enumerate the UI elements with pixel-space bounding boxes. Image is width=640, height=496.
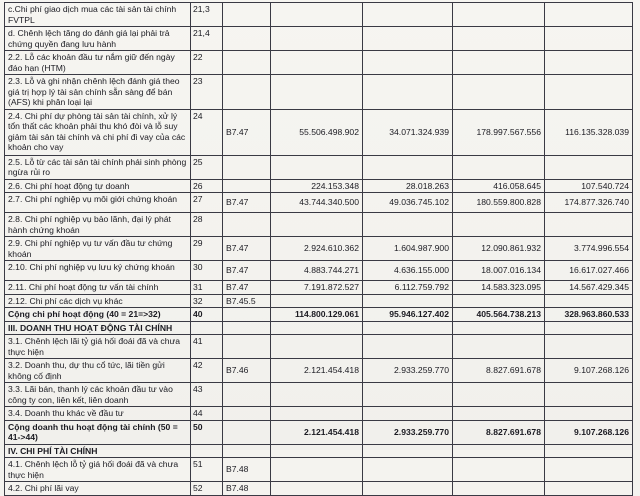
- table-row: [5, 261, 633, 281]
- value-cell-3: 405.564.738.213: [453, 308, 545, 322]
- value-cell-4: [545, 482, 633, 496]
- value-cell-2: [363, 294, 453, 308]
- value-cell-1: 2.121.454.418: [271, 420, 363, 444]
- value-cell-3: 416.058.645: [453, 179, 545, 193]
- value-cell-1: [271, 335, 363, 359]
- code-cell: 30: [191, 261, 223, 281]
- value-cell-1: [271, 458, 363, 482]
- value-cell-1: 2.924.610.362: [271, 237, 363, 261]
- note-cell: [223, 51, 271, 75]
- item-cell: 2.8. Chi phí nghiệp vụ bảo lãnh, đại lý phát hành chứng khoán: [5, 213, 191, 237]
- value-cell-3: [453, 482, 545, 496]
- table-row: [5, 155, 633, 179]
- table-row: [5, 193, 633, 213]
- table-row: [5, 359, 633, 383]
- note-cell: B7.47: [223, 109, 271, 155]
- note-cell: B7.47: [223, 193, 271, 213]
- value-cell-4: [545, 3, 633, 27]
- item-cell: III. DOANH THU HOẠT ĐỘNG TÀI CHÍNH: [5, 321, 191, 335]
- note-cell: [223, 444, 271, 458]
- value-cell-1: [271, 213, 363, 237]
- value-cell-4: 174.877.326.740: [545, 193, 633, 213]
- value-cell-3: [453, 294, 545, 308]
- value-cell-2: 2.933.259.770: [363, 420, 453, 444]
- value-cell-4: [545, 213, 633, 237]
- code-cell: 21,3: [191, 3, 223, 27]
- value-cell-4: [545, 75, 633, 110]
- value-cell-3: [453, 213, 545, 237]
- table-row: [5, 281, 633, 295]
- value-cell-2: 1.604.987.900: [363, 237, 453, 261]
- note-cell: B7.48: [223, 458, 271, 482]
- value-cell-3: [453, 3, 545, 27]
- code-cell: 40: [191, 308, 223, 322]
- item-cell: 3.2. Doanh thu, dự thu cổ tức, lãi tiền gửi không cố định: [5, 359, 191, 383]
- table-row: [5, 3, 633, 27]
- value-cell-2: 34.071.324.939: [363, 109, 453, 155]
- table-row: [5, 237, 633, 261]
- note-cell: [223, 420, 271, 444]
- code-cell: 23: [191, 75, 223, 110]
- value-cell-4: 9.107.268.126: [545, 420, 633, 444]
- value-cell-4: [545, 458, 633, 482]
- table-row: [5, 27, 633, 51]
- table-row: [5, 179, 633, 193]
- value-cell-1: [271, 383, 363, 407]
- value-cell-2: [363, 321, 453, 335]
- value-cell-2: [363, 482, 453, 496]
- note-cell: [223, 179, 271, 193]
- value-cell-2: [363, 51, 453, 75]
- value-cell-2: [363, 458, 453, 482]
- note-cell: [223, 383, 271, 407]
- value-cell-1: 55.506.498.902: [271, 109, 363, 155]
- value-cell-4: [545, 383, 633, 407]
- value-cell-2: [363, 27, 453, 51]
- value-cell-4: 16.617.027.466: [545, 261, 633, 281]
- value-cell-1: [271, 321, 363, 335]
- item-cell: c.Chi phí giao dịch mua các tài sản tài chính FVTPL: [5, 3, 191, 27]
- value-cell-2: [363, 213, 453, 237]
- note-cell: B7.47: [223, 237, 271, 261]
- table-row: [5, 308, 633, 322]
- value-cell-1: 4.883.744.271: [271, 261, 363, 281]
- table-row: [5, 321, 633, 335]
- value-cell-1: [271, 27, 363, 51]
- code-cell: 21,4: [191, 27, 223, 51]
- note-cell: B7.47: [223, 261, 271, 281]
- item-cell: 3.3. Lãi bán, thanh lý các khoản đầu tư vào công ty con, liên kết, liên doanh: [5, 383, 191, 407]
- item-cell: 2.11. Chi phí hoạt động tư vấn tài chính: [5, 281, 191, 295]
- financial-statement-table: [4, 2, 633, 496]
- value-cell-2: [363, 155, 453, 179]
- table-row: [5, 213, 633, 237]
- value-cell-3: [453, 51, 545, 75]
- value-cell-3: [453, 444, 545, 458]
- value-cell-3: [453, 75, 545, 110]
- note-cell: [223, 321, 271, 335]
- code-cell: 25: [191, 155, 223, 179]
- item-cell: IV. CHI PHÍ TÀI CHÍNH: [5, 444, 191, 458]
- value-cell-2: 2.933.259.770: [363, 359, 453, 383]
- value-cell-2: 4.636.155.000: [363, 261, 453, 281]
- code-cell: 43: [191, 383, 223, 407]
- value-cell-3: [453, 27, 545, 51]
- table-row: [5, 51, 633, 75]
- value-cell-3: 8.827.691.678: [453, 359, 545, 383]
- item-cell: 2.9. Chi phí nghiệp vụ tư vấn đầu tư chứng khoán: [5, 237, 191, 261]
- code-cell: 50: [191, 420, 223, 444]
- value-cell-4: [545, 335, 633, 359]
- table-row: [5, 482, 633, 496]
- item-cell: 2.4. Chi phí dự phòng tài sản tài chính, xử lý tổn thất các khoản phải thu khó đòi và lỗ suy giảm tài sản tài chính và chi phí đi vay của các khoản cho vay: [5, 109, 191, 155]
- table-row: [5, 444, 633, 458]
- table-row: [5, 335, 633, 359]
- item-cell: 4.2. Chi phí lãi vay: [5, 482, 191, 496]
- table-row: [5, 458, 633, 482]
- code-cell: 29: [191, 237, 223, 261]
- note-cell: B7.45.5: [223, 294, 271, 308]
- item-cell: 2.5. Lỗ từ các tài sản tài chính phái sinh phòng ngừa rủi ro: [5, 155, 191, 179]
- value-cell-2: 6.112.759.792: [363, 281, 453, 295]
- value-cell-1: 2.121.454.418: [271, 359, 363, 383]
- note-cell: B7.48: [223, 482, 271, 496]
- code-cell: 42: [191, 359, 223, 383]
- value-cell-3: 14.583.323.095: [453, 281, 545, 295]
- item-cell: 2.3. Lỗ và ghi nhận chênh lệch đánh giá theo giá trị hợp lý tài sản chính sẵn sàng để bán (AFS) khi phân loại lại: [5, 75, 191, 110]
- value-cell-4: 3.774.996.554: [545, 237, 633, 261]
- code-cell: 41: [191, 335, 223, 359]
- value-cell-1: [271, 75, 363, 110]
- value-cell-2: [363, 3, 453, 27]
- value-cell-2: [363, 383, 453, 407]
- item-cell: 2.10. Chi phí nghiệp vụ lưu ký chứng khoán: [5, 261, 191, 281]
- note-cell: [223, 213, 271, 237]
- value-cell-4: 328.963.860.533: [545, 308, 633, 322]
- value-cell-2: [363, 407, 453, 421]
- code-cell: [191, 321, 223, 335]
- note-cell: B7.47: [223, 281, 271, 295]
- value-cell-4: [545, 321, 633, 335]
- table-row: [5, 75, 633, 110]
- item-cell: 4.1. Chênh lệch lỗ tỷ giá hối đoái đã và chưa thực hiện: [5, 458, 191, 482]
- code-cell: 24: [191, 109, 223, 155]
- note-cell: [223, 407, 271, 421]
- item-cell: Cộng chi phí hoạt động (40 = 21=>32): [5, 308, 191, 322]
- code-cell: 52: [191, 482, 223, 496]
- item-cell: 3.4. Doanh thu khác về đầu tư: [5, 407, 191, 421]
- note-cell: [223, 308, 271, 322]
- table-row: [5, 109, 633, 155]
- table-row: [5, 294, 633, 308]
- value-cell-2: 28.018.263: [363, 179, 453, 193]
- note-cell: [223, 3, 271, 27]
- table-body: [5, 3, 633, 496]
- value-cell-3: 8.827.691.678: [453, 420, 545, 444]
- value-cell-3: 18.007.016.134: [453, 261, 545, 281]
- note-cell: [223, 27, 271, 51]
- item-cell: 2.12. Chi phí các dịch vụ khác: [5, 294, 191, 308]
- value-cell-3: 12.090.861.932: [453, 237, 545, 261]
- code-cell: 44: [191, 407, 223, 421]
- table-row: [5, 383, 633, 407]
- item-cell: 2.7. Chi phí nghiệp vụ môi giới chứng khoán: [5, 193, 191, 213]
- value-cell-1: [271, 3, 363, 27]
- code-cell: 32: [191, 294, 223, 308]
- value-cell-4: 9.107.268.126: [545, 359, 633, 383]
- value-cell-4: [545, 155, 633, 179]
- code-cell: 22: [191, 51, 223, 75]
- value-cell-4: [545, 51, 633, 75]
- note-cell: [223, 335, 271, 359]
- value-cell-3: [453, 458, 545, 482]
- value-cell-4: [545, 27, 633, 51]
- value-cell-4: 107.540.724: [545, 179, 633, 193]
- value-cell-2: [363, 75, 453, 110]
- item-cell: d. Chênh lệch tăng do đánh giá lại phải trả chứng quyền đang lưu hành: [5, 27, 191, 51]
- item-cell: Cộng doanh thu hoạt động tài chính (50 = 41->44): [5, 420, 191, 444]
- value-cell-2: [363, 335, 453, 359]
- value-cell-2: [363, 444, 453, 458]
- code-cell: 26: [191, 179, 223, 193]
- value-cell-4: [545, 294, 633, 308]
- code-cell: [191, 444, 223, 458]
- item-cell: 3.1. Chênh lệch lãi tỷ giá hối đoái đã và chưa thực hiện: [5, 335, 191, 359]
- code-cell: 31: [191, 281, 223, 295]
- value-cell-1: [271, 407, 363, 421]
- value-cell-3: [453, 155, 545, 179]
- table-row: [5, 407, 633, 421]
- value-cell-1: 224.153.348: [271, 179, 363, 193]
- value-cell-3: 180.559.800.828: [453, 193, 545, 213]
- value-cell-4: 14.567.429.345: [545, 281, 633, 295]
- code-cell: 27: [191, 193, 223, 213]
- value-cell-1: [271, 155, 363, 179]
- value-cell-1: 7.191.872.527: [271, 281, 363, 295]
- value-cell-3: [453, 335, 545, 359]
- item-cell: 2.6. Chi phí hoạt động tự doanh: [5, 179, 191, 193]
- value-cell-1: [271, 51, 363, 75]
- value-cell-1: [271, 294, 363, 308]
- note-cell: B7.46: [223, 359, 271, 383]
- code-cell: 51: [191, 458, 223, 482]
- code-cell: 28: [191, 213, 223, 237]
- item-cell: 2.2. Lỗ các khoản đầu tư nắm giữ đến ngày đáo hạn (HTM): [5, 51, 191, 75]
- value-cell-4: 116.135.328.039: [545, 109, 633, 155]
- value-cell-1: [271, 482, 363, 496]
- value-cell-3: [453, 383, 545, 407]
- note-cell: [223, 75, 271, 110]
- value-cell-2: 49.036.745.102: [363, 193, 453, 213]
- value-cell-2: 95.946.127.402: [363, 308, 453, 322]
- value-cell-1: [271, 444, 363, 458]
- note-cell: [223, 155, 271, 179]
- value-cell-3: [453, 321, 545, 335]
- value-cell-4: [545, 407, 633, 421]
- value-cell-3: 178.997.567.556: [453, 109, 545, 155]
- value-cell-1: 114.800.129.061: [271, 308, 363, 322]
- value-cell-1: 43.744.340.500: [271, 193, 363, 213]
- value-cell-3: [453, 407, 545, 421]
- value-cell-4: [545, 444, 633, 458]
- table-row: [5, 420, 633, 444]
